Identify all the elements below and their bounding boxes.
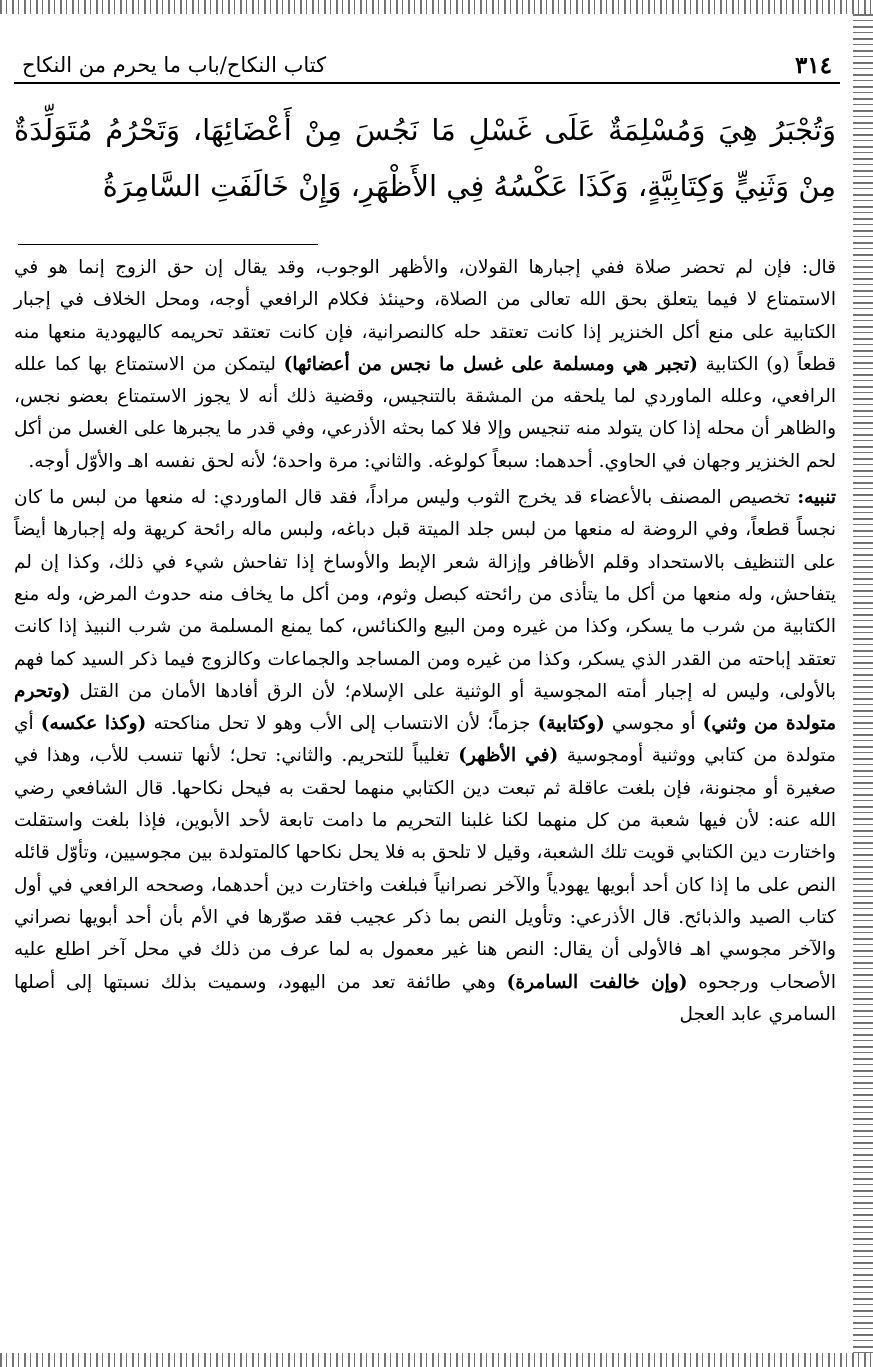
quoted-matn: (في الأظهر) (458, 745, 559, 767)
page-number: ٣١٤ (794, 51, 832, 79)
note-label: تنبيه: (797, 487, 836, 509)
text-run: قال: فإن لم تحضر صلاة ففي إجبارها القولان، والأظهر الوجوب، وقد يقال إن حق الزوج إنما هو في الاستمتاع لا فيما يتعلق بحق الله تعالى من الصلاة، وحينئذ فكلام الرافعي أوجه، ومحل الخلاف في إجبار الكتابية على منع أكل الخنزير إذا كانت تعتقد حله كالنصرانية، فإن كانت تعتقد تحريمه كاليهودية منعها منه قطعاً (و) الكتابية (14, 257, 836, 375)
commentary-paragraph (14, 252, 836, 478)
text-run: ليتمكن من الاستمتاع بها كما علله الرافعي، وعلله الماوردي لما يلحقه من المشقة بالتنجيس، وقضية ذلك أنه لا يجوز الاستمتاع بعضو نجس، والظاهر أن محله إذا كان يتولد منه تنجيس وإلا فلا كما بحثه الأذرعي، وفي قدر ما يجبرها على الغسل من أكل لحم الخنزير وجهان في الحاوي. أحدهما: سبعاً كولوغه. والثاني: مرة واحدة؛ لأنه لحق نفسه اهـ والأوّل أوجه. (14, 353, 836, 472)
quoted-matn: (وإن خالفت السامرة) (506, 971, 688, 993)
commentary (14, 252, 836, 1031)
quoted-matn: (وتحرم متولدة من وثني) (14, 680, 836, 735)
text-run: تغليباً للتحريم. والثاني: تحل؛ لأنها تنسب للأب، وهذا في صغيرة أو مجنونة، فإن بلغت عاقلة ثم تبعت دين الكتابي منهما لحقت به فيحل نكاحها. قال الشافعي رضي الله عنه: لأن فيها شعبة من كل منهما لكنا غلبنا التحريم ما دامت تابعة لأحد الأبوين، فإذا بلغت واستقلت واختارت دين الكتابي قويت تلك الشعبة، وقيل لا تلحق به فلا يحل نكاحها كالمتولدة بين مجوسيين، وتأوّل قائله النص على ما إذا كان أحد أبويها يهودياً والآخر نصرانياً فبلغت واختارت دين أحدهما، وصححه الرافعي في أول كتاب الصيد والذبائح. قال الأذرعي: وتأويل النص بما ذكر عجيب فقد صوّرها في الأم بأن أحد أبويها نصراني والآخر مجوسي اهـ فالأولى أن يقال: النص هنا غير معمول به لما عرف من ذلك في محل آخر اطلع عليه الأصحاب ورجحوه (14, 745, 836, 993)
bottom-ornamental-border (0, 1353, 873, 1367)
top-ornamental-border (0, 0, 873, 14)
right-ornamental-border (853, 14, 873, 1353)
chapter-title: كتاب النكاح/باب ما يحرم من النكاح (22, 53, 327, 77)
text-run: جزماً؛ لأن الانتساب إلى الأب وهو لا تحل مناكحته (146, 713, 538, 735)
running-header (14, 48, 840, 84)
book-page (14, 20, 840, 1345)
quoted-matn: (وكذا عكسه) (40, 713, 147, 735)
quoted-matn: (وكتابية) (537, 713, 605, 735)
section-divider (18, 244, 318, 245)
quoted-matn: (تجبر هي ومسلمة على غسل ما نجس من أعضائها) (283, 353, 698, 375)
text-run: أي متولدة من كتابي ووثنية أومجوسية (14, 713, 836, 767)
text-run: أو مجوسي (604, 713, 703, 735)
text-run: وهي طائفة تعد من اليهود، وسميت بذلك نسبتها إلى أصلها السامري عابد العجل (14, 971, 836, 1025)
commentary-paragraph (14, 482, 836, 1031)
text-run: تخصيص المصنف بالأعضاء قد يخرج الثوب وليس مراداً، فقد قال الماوردي: له منعها من لبس ما كان نجساً قطعاً، وفي الروضة له منعها من لبس جلد الميتة قبل دباغه، ولبس ماله رائحة كريهة وله إجبارها أيضاً على التنظيف بالاستحداد وقلم الأظافر وإزالة شعر الإبط والأوساخ إذا تفاحش شيء في ذلك، وكذا إن لم يتفاحش، وله منعها من أكل ما يتأذى من رائحته كبصل وثوم، ومن أكل ما يخاف منه حدوث المرض، وله منع الكتابية من شرب ما يسكر، وكذا من غيره ومن البيع والكنائس، كما يمنع المسلمة من شرب النبيذ إذا كانت تعتقد إباحته من القدر الذي يسكر، وكذا من غيره ومن المساجد والجماعات وكالزوج فيما ذكر السيد كما فهم بالأولى، وليس له إجبار أمته المجوسية أو الوثنية على الإسلام؛ لأن الرق أفادها الأمان من القتل (14, 487, 836, 702)
matn-text: وَتُجْبَرُ هِيَ وَمُسْلِمَةٌ عَلَى غَسْلِ مَا نَجُسَ مِنْ أَعْضَائِهَا، وَتَحْرُمُ مُتَوَلِّدَةٌ مِنْ وَثَنِيٍّ وَكِتَابِيَّةٍ، وَكَذَا عَكْسُهُ فِي الأَظْهَرِ، وَإِنْ خَالَفَتِ السَّامِرَةُ (14, 113, 836, 203)
